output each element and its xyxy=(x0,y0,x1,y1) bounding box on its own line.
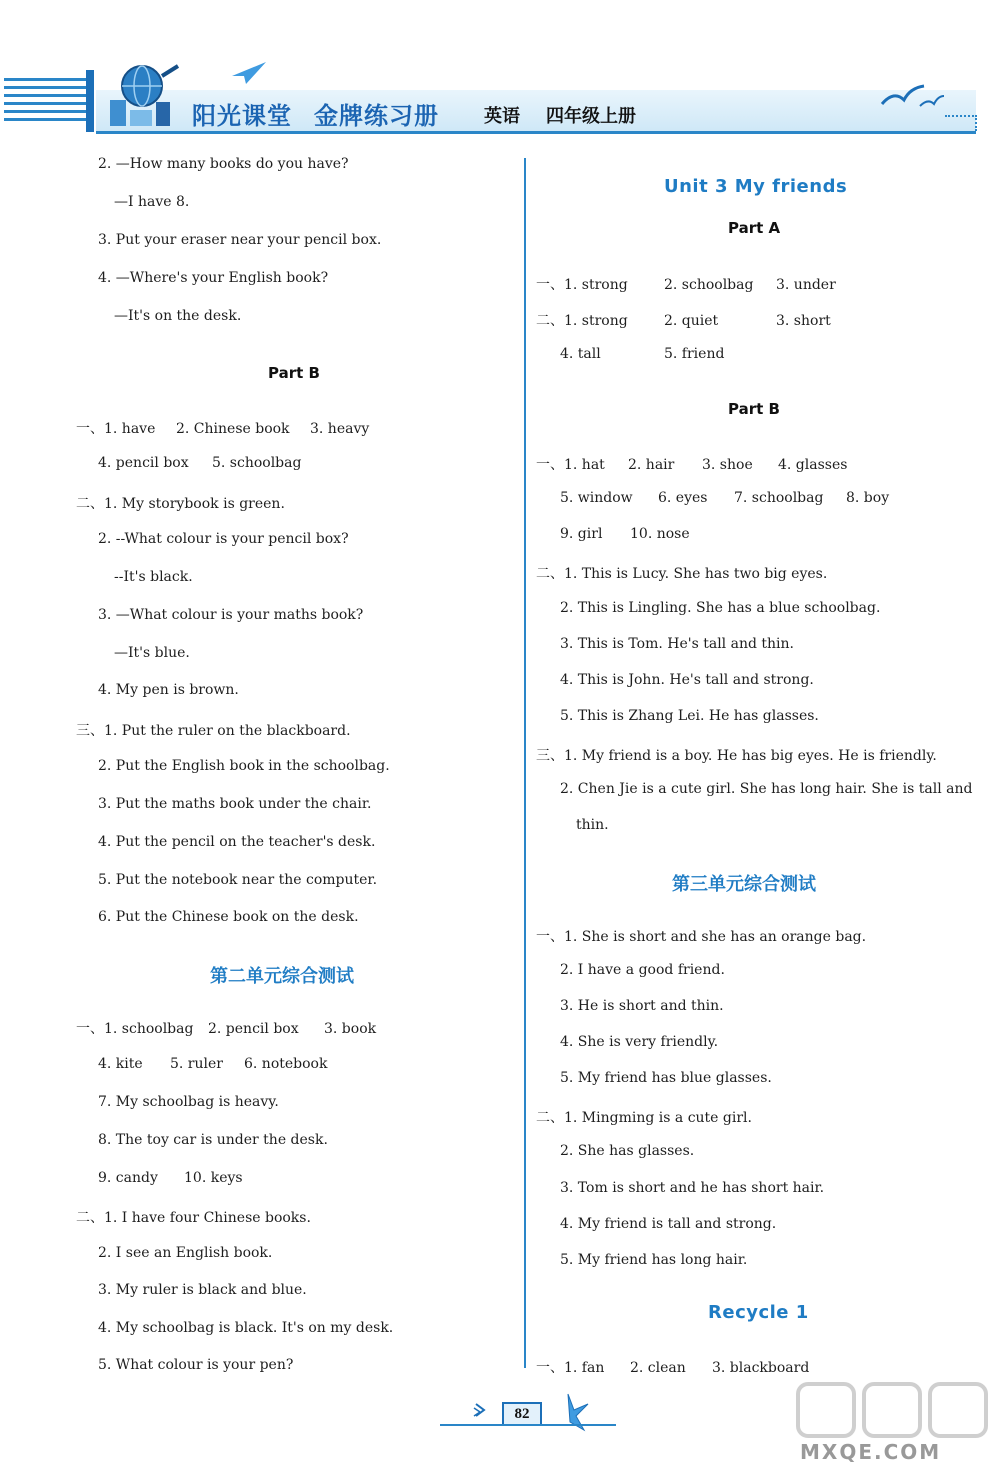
answer-item: 3. short xyxy=(776,313,831,329)
answer-line: —It's blue. xyxy=(114,645,190,661)
answer-line: 2. I have a good friend. xyxy=(560,962,725,978)
series-title-a: 阳光课堂 xyxy=(192,102,292,130)
answer-item: 3. heavy xyxy=(310,421,370,437)
answer-line: --It's black. xyxy=(114,569,193,585)
answer-item: 9. candy xyxy=(98,1170,158,1186)
book-subtitle xyxy=(484,102,662,128)
birds-icon xyxy=(880,82,944,112)
paper-plane-icon xyxy=(232,62,266,84)
answer-line: 3. —What colour is your maths book? xyxy=(98,607,364,623)
answer-item: 2. quiet xyxy=(664,313,719,329)
answer-line: 三、1. Put the ruler on the blackboard. xyxy=(76,723,351,739)
answer-line: 6. Put the Chinese book on the desk. xyxy=(98,909,359,925)
answer-row xyxy=(536,454,868,474)
watermark-text: MXQE.COM xyxy=(800,1440,942,1464)
answer-item: 10. keys xyxy=(184,1170,243,1186)
answer-item: 一、1. hat xyxy=(536,457,605,473)
answer-row xyxy=(560,346,754,362)
answer-item: 二、1. strong xyxy=(536,313,628,329)
section-heading: 第二单元综合测试 xyxy=(210,966,354,987)
answer-line: 一、1. She is short and she has an orange bag. xyxy=(536,929,867,945)
series-title xyxy=(192,96,461,131)
answer-line: 二、1. My storybook is green. xyxy=(76,496,285,512)
answer-line: 二、1. This is Lucy. She has two big eyes. xyxy=(536,566,828,582)
answer-line: 3. My ruler is black and blue. xyxy=(98,1282,307,1298)
answer-item: 5. friend xyxy=(664,346,725,362)
answer-line: 5. What colour is your pen? xyxy=(98,1357,294,1373)
answer-line: 5. My friend has blue glasses. xyxy=(560,1070,772,1086)
header-dots xyxy=(945,115,977,131)
answer-line: 7. My schoolbag is heavy. xyxy=(98,1094,279,1110)
answer-line: 二、1. Mingming is a cute girl. xyxy=(536,1110,752,1126)
answer-item: 2. schoolbag xyxy=(664,277,754,293)
answer-item: 6. eyes xyxy=(658,490,708,506)
answer-item: 4. glasses xyxy=(778,457,848,473)
answer-line: 4. My schoolbag is black. It's on my desk. xyxy=(98,1320,394,1336)
answer-line: 2. Chen Jie is a cute girl. She has long hair. She is tall and xyxy=(560,781,973,797)
series-title-b: 金牌练习册 xyxy=(314,102,439,130)
answer-item: 2. pencil box xyxy=(208,1021,299,1037)
page-number: 82 xyxy=(502,1402,542,1426)
answer-line: 2. Put the English book in the schoolbag. xyxy=(98,758,390,774)
answer-line: 4. —Where's your English book? xyxy=(98,270,329,286)
answer-item: 4. tall xyxy=(560,346,601,362)
answer-line: —It's on the desk. xyxy=(114,308,242,324)
answer-line: 2. --What colour is your pencil box? xyxy=(98,531,349,547)
answer-item: 3. blackboard xyxy=(712,1360,810,1376)
answer-item: 10. nose xyxy=(630,526,690,542)
answer-line: 4. This is John. He's tall and strong. xyxy=(560,672,814,688)
answer-line: 8. The toy car is under the desk. xyxy=(98,1132,328,1148)
answer-row xyxy=(560,526,710,542)
answer-item: 5. ruler xyxy=(170,1056,223,1072)
answer-line: 2. —How many books do you have? xyxy=(98,156,349,172)
part-heading: Part B xyxy=(728,400,780,418)
answer-item: 一、1. schoolbag xyxy=(76,1021,194,1037)
part-heading: Part B xyxy=(268,364,320,382)
section-heading: Recycle 1 xyxy=(708,1302,809,1323)
answer-item: 2. clean xyxy=(630,1360,686,1376)
answer-item: 3. under xyxy=(776,277,836,293)
answer-line: 4. My friend is tall and strong. xyxy=(560,1216,777,1232)
answer-line: 二、1. I have four Chinese books. xyxy=(76,1210,311,1226)
answer-item: 3. shoe xyxy=(702,457,753,473)
page-header xyxy=(0,60,1000,140)
answer-line: 5. My friend has long hair. xyxy=(560,1252,748,1268)
answer-item: 一、1. have xyxy=(76,421,156,437)
grade-label: 四年级上册 xyxy=(546,106,636,127)
answer-line: 4. Put the pencil on the teacher's desk. xyxy=(98,834,376,850)
answer-row xyxy=(98,455,332,471)
answer-row xyxy=(560,490,896,506)
answer-item: 9. girl xyxy=(560,526,603,542)
answer-line: 3. Put your eraser near your pencil box. xyxy=(98,232,382,248)
answer-line: 5. This is Zhang Lei. He has glasses. xyxy=(560,708,819,724)
answer-line: 3. Tom is short and he has short hair. xyxy=(560,1180,825,1196)
section-heading: 第三单元综合测试 xyxy=(672,874,816,895)
answer-line: 2. She has glasses. xyxy=(560,1143,695,1159)
answer-line: 5. Put the notebook near the computer. xyxy=(98,872,378,888)
answer-item: 5. schoolbag xyxy=(212,455,302,471)
answer-item: 5. window xyxy=(560,490,633,506)
column-divider xyxy=(524,158,526,1368)
answer-line: 3. He is short and thin. xyxy=(560,998,724,1014)
answer-item: 6. notebook xyxy=(244,1056,328,1072)
answer-line: 2. This is Lingling. She has a blue schoolbag. xyxy=(560,600,881,616)
answer-row xyxy=(98,1056,354,1072)
header-bar xyxy=(86,70,94,132)
answer-row xyxy=(536,274,856,294)
answer-item: 一、1. strong xyxy=(536,277,628,293)
answer-row xyxy=(98,1170,274,1186)
answer-item: 4. kite xyxy=(98,1056,143,1072)
part-heading: Part A xyxy=(728,219,781,237)
answer-line: 2. I see an English book. xyxy=(98,1245,273,1261)
answer-line: 3. This is Tom. He's tall and thin. xyxy=(560,636,794,652)
footer-line xyxy=(440,1424,616,1426)
header-stripes xyxy=(4,78,86,130)
answer-line: 三、1. My friend is a boy. He has big eyes. He is friendly. xyxy=(536,748,937,764)
answer-line: thin. xyxy=(576,817,609,833)
answer-item: 2. hair xyxy=(628,457,675,473)
answer-row xyxy=(536,310,856,330)
answer-item: 8. boy xyxy=(846,490,890,506)
answer-line: —I have 8. xyxy=(114,194,190,210)
answer-item: 7. schoolbag xyxy=(734,490,824,506)
answer-row xyxy=(536,1357,822,1377)
answer-item: 4. pencil box xyxy=(98,455,189,471)
section-heading: Unit 3 My friends xyxy=(664,176,848,197)
answer-item: 2. Chinese book xyxy=(176,421,290,437)
answer-item: 一、1. fan xyxy=(536,1360,605,1376)
answer-line: 4. She is very friendly. xyxy=(560,1034,719,1050)
subject-label: 英语 xyxy=(484,106,520,127)
answer-line: 4. My pen is brown. xyxy=(98,682,239,698)
answer-row xyxy=(76,1018,404,1038)
answer-item: 3. book xyxy=(324,1021,377,1037)
globe-telescope-icon xyxy=(104,60,184,132)
answer-line: 3. Put the maths book under the chair. xyxy=(98,796,372,812)
answer-row xyxy=(76,418,390,438)
